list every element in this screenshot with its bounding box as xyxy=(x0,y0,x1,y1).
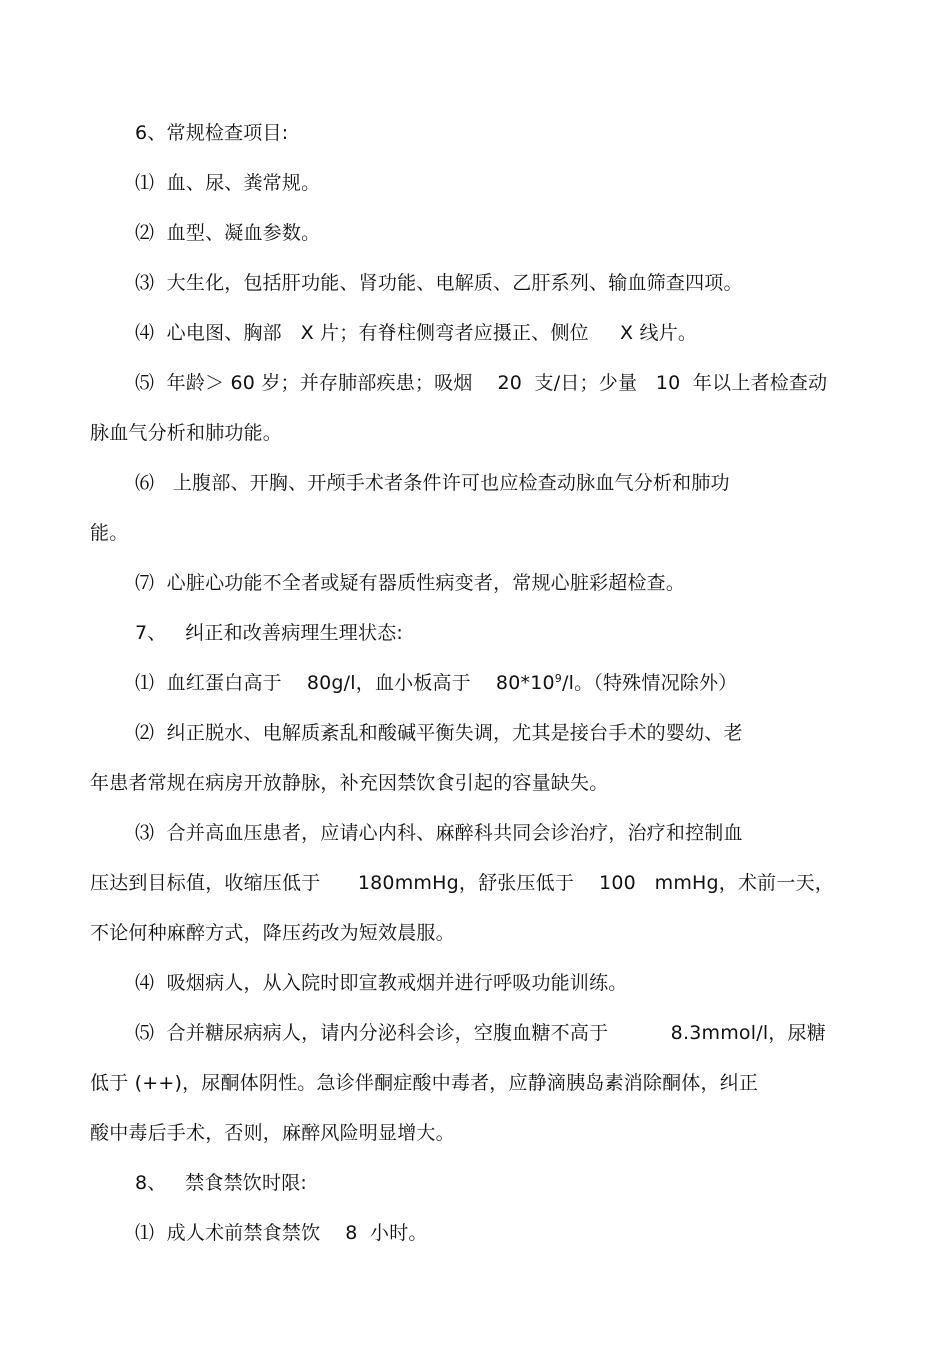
list-item: ⑵ 血型、凝血参数。 xyxy=(135,222,321,244)
list-item-continuation: 酸中毒后手术，否则，麻醉风险明显增大。 xyxy=(90,1122,455,1144)
list-item-continuation: 能。 xyxy=(90,522,129,544)
list-item-continuation: 脉血气分析和肺功能。 xyxy=(90,422,283,444)
list-item xyxy=(135,670,737,696)
section-heading-7: 7、 纠正和改善病理生理状态: xyxy=(135,622,404,644)
section-heading-8: 8、 禁食禁饮时限: xyxy=(135,1172,308,1194)
list-item-continuation: 不论何种麻醉方式，降压药改为短效晨服。 xyxy=(90,922,455,944)
list-item: ⑶ 合并高血压患者，应请心内科、麻醉科共同会诊治疗，治疗和控制血 xyxy=(135,822,743,844)
list-item: ⑹ 上腹部、开胸、开颅手术者条件许可也应检查动脉血气分析和肺功 xyxy=(135,472,730,494)
list-item-continuation: 压达到目标值，收缩压低于 180mmHg，舒张压低于 100 mmHg，术前一天， xyxy=(90,872,834,894)
superscript-exponent: 9 xyxy=(554,672,562,685)
list-item: ⑷ 吸烟病人，从入院时即宣教戒烟并进行呼吸功能训练。 xyxy=(135,972,628,994)
list-item: ⑵ 纠正脱水、电解质紊乱和酸碱平衡失调，尤其是接台手术的婴幼、老 xyxy=(135,722,743,744)
list-item: ⑴ 血、尿、粪常规。 xyxy=(135,172,321,194)
section-heading-6: 6、常规检查项目: xyxy=(135,122,289,144)
list-item-continuation: 年患者常规在病房开放静脉，补充因禁饮食引起的容量缺失。 xyxy=(90,772,609,794)
list-item: ⑸ 合并糖尿病病人，请内分泌科会诊，空腹血糖不高于 8.3mmol/l，尿糖 xyxy=(135,1022,826,1044)
list-item: ⑶ 大生化，包括肝功能、肾功能、电解质、乙肝系列、输血筛查四项。 xyxy=(135,272,743,294)
list-item: ⑺ 心脏心功能不全者或疑有器质性病变者，常规心脏彩超检查。 xyxy=(135,572,686,594)
list-item: ⑴ 成人术前禁食禁饮 8 小时。 xyxy=(135,1222,428,1244)
list-item-text: /l。（特殊情况除外） xyxy=(561,672,738,694)
list-item-continuation: 低于 (++)，尿酮体阴性。急诊伴酮症酸中毒者，应静滴胰岛素消除酮体，纠正 xyxy=(90,1072,759,1094)
list-item-text: ⑴ 血红蛋白高于 80g/l，血小板高于 80*10 xyxy=(135,672,555,694)
list-item: ⑸ 年龄＞ 60 岁；并存肺部疾患；吸烟 20 支/日；少量 10 年以上者检查动 xyxy=(135,372,828,394)
list-item: ⑷ 心电图、胸部 X 片；有脊柱侧弯者应摄正、侧位 X 线片。 xyxy=(135,322,698,344)
